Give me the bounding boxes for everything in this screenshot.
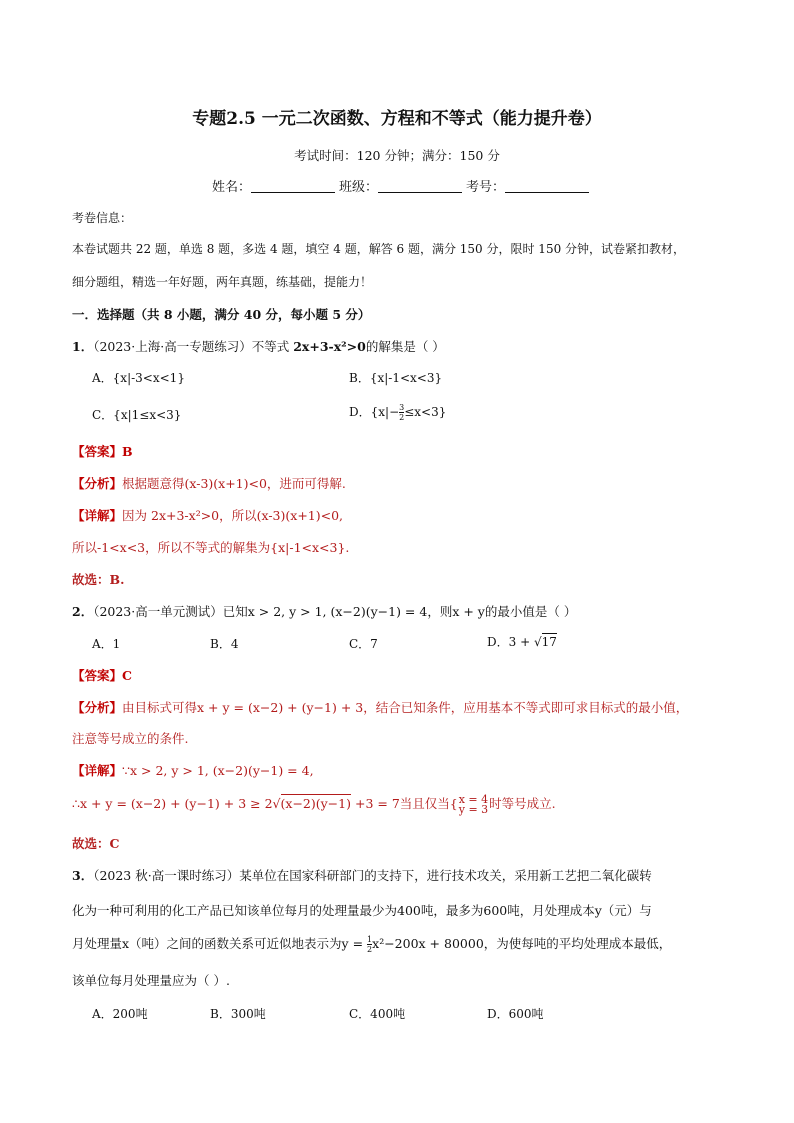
- question-2-stem: 2．（2023·高一单元测试）已知x > 2, y > 1, (x−2)(y−1) = 4，则x + y的最小值是（ ）: [72, 604, 577, 619]
- intro-line-1: 本卷试题共 22 题，单选 8 题，多选 4 题，填空 4 题，解答 6 题，满分 150 分，限时 150 分钟，试卷紧扣教材，: [72, 242, 686, 256]
- q3-option-b: B．300吨: [210, 1007, 266, 1021]
- intro-line-2: 细分题组，精选一年好题，两年真题，练基础，提能力！: [72, 275, 373, 289]
- name-label: 姓名：: [212, 180, 252, 195]
- q1-choice: 故选：B.: [72, 572, 125, 587]
- q2-analysis: 【分析】由目标式可得x + y = (x−2) + (y−1) + 3，结合已知条件，应用基本不等式即可求目标式的最小值，: [72, 700, 689, 715]
- q1-detail: 【详解】因为 2x+3-x²>0，所以(x-3)(x+1)<0,: [72, 508, 344, 523]
- intro-heading: 考卷信息：: [72, 211, 133, 225]
- student-info-row: [212, 176, 593, 195]
- q2-analysis-2: 注意等号成立的条件.: [72, 731, 189, 746]
- q2-detail: 【详解】∵x > 2, y > 1, (x−2)(y−1) = 4,: [72, 763, 314, 778]
- q1-answer: 【答案】B: [72, 444, 133, 459]
- q1-analysis: 【分析】根据题意得(x-3)(x+1)<0，进而可得解.: [72, 476, 346, 491]
- q1-option-d: D．{x|− $\frac{3}{2}$ ≤x<3}: [349, 403, 447, 422]
- q3-option-d: D．600吨: [487, 1007, 544, 1021]
- name-blank[interactable]: [251, 180, 335, 193]
- question-3-line-3: 月处理量x（吨）之间的函数关系可近似地表示为y = $\frac{1}{2}$ x²−200x + 80000，为使每吨的平均处理成本最低，: [72, 935, 672, 954]
- question-3-line-1: 3．（2023 秋·高一课时练习）某单位在国家科研部门的支持下，进行技术攻关，采用新工艺把二氧化碳转: [72, 868, 652, 883]
- id-blank[interactable]: [505, 180, 589, 193]
- q2-choice: 故选：C: [72, 836, 120, 851]
- exam-info: 考试时间：120 分钟；满分：150 分: [294, 148, 500, 163]
- q2-option-b: B．4: [210, 637, 239, 651]
- question-1-stem: 1．（2023·上海·高一专题练习）不等式 2x+3-x²>0的解集是（ ）: [72, 339, 445, 354]
- question-3-line-2: 化为一种可利用的化工产品已知该单位每月的处理量最少为400吨，最多为600吨，月处理成本y（元）与: [72, 903, 652, 918]
- id-label: 考号：: [466, 180, 506, 195]
- page-title: 专题2.5 一元二次函数、方程和不等式（能力提升卷）: [192, 109, 602, 129]
- q2-option-a: A．1: [92, 637, 121, 651]
- q3-option-c: C．400吨: [349, 1007, 406, 1021]
- q2-option-c: C．7: [349, 637, 378, 651]
- q1-option-c: C．{x|1≤x<3}: [92, 408, 182, 422]
- q2-detail-2: ∴x + y = (x−2) + (y−1) + 3 ≥ 2√(x−2)(y−1) +3 = 7当且仅当{ x = 4 y = 3 时等号成立.: [72, 792, 556, 816]
- q3-option-a: A．200吨: [92, 1007, 148, 1021]
- q2-answer: 【答案】C: [72, 668, 132, 683]
- q1-option-b: B．{x|-1<x<3}: [349, 371, 443, 385]
- class-label: 班级：: [339, 180, 379, 195]
- q1-option-a: A．{x|-3<x<1}: [92, 371, 185, 385]
- class-blank[interactable]: [378, 180, 462, 193]
- section-title: 一．选择题（共 8 小题，满分 40 分，每小题 5 分）: [72, 307, 371, 322]
- q1-detail-2: 所以-1<x<3，所以不等式的解集为{x|-1<x<3}.: [72, 540, 350, 555]
- q2-option-d: D．3 + √17: [487, 635, 557, 649]
- question-3-line-4: 该单位每月处理量应为（ ）.: [72, 973, 230, 988]
